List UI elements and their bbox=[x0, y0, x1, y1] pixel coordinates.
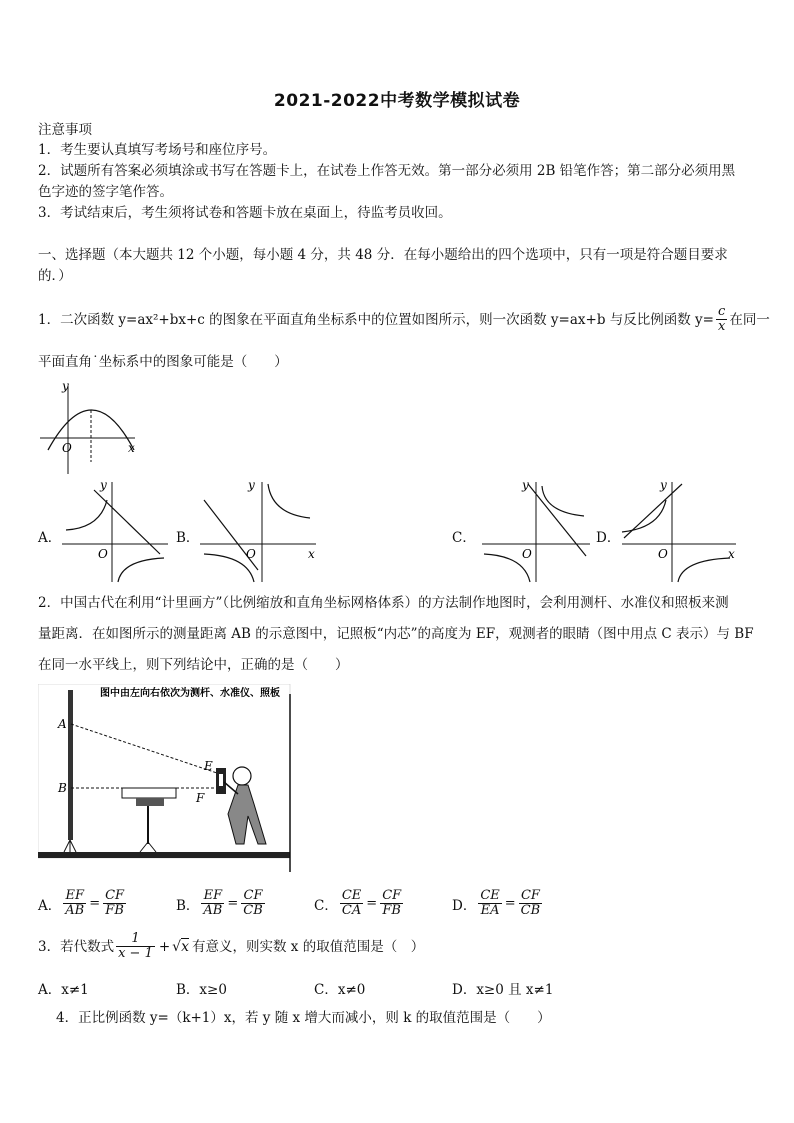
hyperbola-branch bbox=[268, 484, 310, 518]
observer-body bbox=[228, 785, 266, 844]
page-title: 2021-2022中考数学模拟试卷 bbox=[273, 91, 521, 111]
question-2-stem: 2．中国古代在利用“计里画方”（比例缩放和直角坐标网格体系）的方法制作地图时，会利用测杆、水准仪和照板来测 bbox=[38, 595, 729, 611]
svg-text:y: y bbox=[660, 478, 667, 492]
q3-option-b: B．x≥0 bbox=[176, 982, 227, 998]
q1-option-d-graph bbox=[620, 478, 740, 590]
q2-option-c: C． $\frac{CE}{CA}$ = $\frac{CF}{FB}$ bbox=[314, 888, 402, 918]
q3-option-a: A．x≠1 bbox=[38, 982, 89, 998]
notice-item-2: 2．试题所有答案必须填涂或书写在答题卡上，在试卷上作答无效。第一部分必须用 2B 铅笔作答；第二部分必须用黑 bbox=[38, 163, 736, 179]
svg-text:y: y bbox=[248, 478, 255, 492]
svg-text:O: O bbox=[246, 547, 256, 561]
svg-text:x: x bbox=[728, 547, 735, 561]
q2-surveying-figure bbox=[38, 684, 294, 878]
label-b: B bbox=[58, 781, 67, 795]
q3-option-d: D．x≥0 且 x≠1 bbox=[452, 982, 554, 998]
svg-text:O: O bbox=[98, 547, 108, 561]
hyperbola-branch bbox=[678, 558, 730, 582]
line-graph bbox=[528, 484, 586, 556]
q3-sqrt: √x bbox=[172, 938, 189, 955]
section-heading: 一、选择题（本大题共 12 个小题，每小题 4 分，共 48 分．在每小题给出的四个选项中，只有一项是符合题目要求 bbox=[38, 247, 728, 263]
q1-text-b: 在同一 bbox=[729, 311, 770, 328]
question-1-stem-cont: 平面直角˙坐标系中的图象可能是（ ） bbox=[38, 354, 288, 370]
q1-option-c-graph bbox=[480, 478, 592, 590]
notice-item-2-cont: 色字迹的签字笔作答。 bbox=[38, 184, 173, 200]
q1-option-a-label: A． bbox=[38, 530, 62, 546]
q1-option-b-label: B． bbox=[176, 530, 200, 546]
q3-fraction: $\frac{1}{x - 1}$ bbox=[118, 931, 153, 961]
label-a: A bbox=[58, 717, 67, 731]
sight-line-ae bbox=[71, 724, 220, 774]
q1-fig-y-label: y bbox=[62, 380, 69, 393]
q1-frac-den: x bbox=[718, 319, 726, 334]
q2-option-d: D． $\frac{CE}{EA}$ = $\frac{CF}{CB}$ bbox=[452, 888, 541, 918]
question-1-stem bbox=[38, 305, 770, 334]
question-3-stem: 3．若代数式 $\frac{1}{x - 1}$ + √x 有意义，则实数 x 的取值范围是（ ） bbox=[38, 931, 425, 961]
svg-text:y: y bbox=[100, 478, 107, 492]
q1-option-a-graph bbox=[60, 478, 172, 590]
notice-item-3: 3．考试结束后，考生须将试卷和答题卡放在桌面上，待监考员收回。 bbox=[38, 205, 452, 221]
q1-fig-x-label: x bbox=[128, 441, 135, 455]
level-instrument bbox=[122, 788, 176, 798]
question-4-stem: 4．正比例函数 y=（k+1）x，若 y 随 x 增大而减小，则 k 的取值范围是（ ） bbox=[56, 1010, 551, 1026]
question-2-stem-cont-2: 在同一水平线上，则下列结论中，正确的是（ ） bbox=[38, 657, 349, 673]
svg-text:x: x bbox=[308, 547, 315, 561]
q1-fraction bbox=[716, 305, 727, 334]
q2-caption: 图中由左向右依次为测杆、水准仪、照板 bbox=[100, 688, 280, 699]
q3-option-c: C．x≠0 bbox=[314, 982, 366, 998]
q1-frac-num: c bbox=[716, 305, 727, 320]
hyperbola-branch bbox=[542, 486, 584, 516]
observer-head bbox=[233, 767, 251, 785]
notice-heading: 注意事项 bbox=[38, 122, 92, 138]
q1-text-a: 1．二次函数 y=ax²+bx+c 的图象在平面直角坐标系中的位置如图所示，则一次函数 y=ax+b 与反比例函数 y= bbox=[38, 311, 714, 328]
notice-item-1: 1．考生要认真填写考场号和座位序号。 bbox=[38, 142, 277, 158]
q2-option-a: A． $\frac{EF}{AB}$ = $\frac{CF}{FB}$ bbox=[38, 888, 125, 918]
label-f: F bbox=[196, 791, 205, 805]
q1-option-c-label: C． bbox=[452, 530, 476, 546]
q1-parabola-figure bbox=[38, 380, 138, 480]
section-heading-cont: 的．） bbox=[38, 268, 72, 284]
svg-text:O: O bbox=[522, 547, 532, 561]
svg-text:O: O bbox=[658, 547, 668, 561]
hyperbola-branch bbox=[118, 558, 164, 582]
q2-option-b: B． $\frac{EF}{AB}$ = $\frac{CF}{CB}$ bbox=[176, 888, 263, 918]
label-e: E bbox=[204, 759, 213, 773]
svg-text:y: y bbox=[522, 478, 529, 492]
q1-option-b-graph bbox=[198, 478, 318, 590]
measuring-pole bbox=[68, 690, 73, 840]
hyperbola-branch bbox=[66, 500, 107, 530]
q1-option-d-label: D． bbox=[596, 530, 621, 546]
q1-fig-origin: O bbox=[62, 441, 72, 455]
ground bbox=[38, 852, 290, 858]
question-2-stem-cont-1: 量距离．在如图所示的测量距离 AB 的示意图中，记照板“内芯”的高度为 EF，观测者的眼睛（图中用点 C 表示）与 BF bbox=[38, 626, 754, 642]
